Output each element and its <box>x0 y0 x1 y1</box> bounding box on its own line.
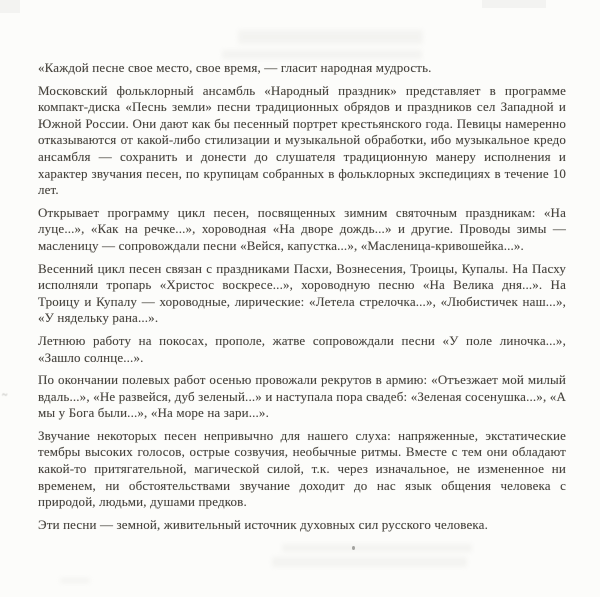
liner-notes-text <box>38 60 566 539</box>
left-edge-mark: ~ <box>2 390 8 401</box>
paragraph-sound-character: Звучание некоторых песен непривычно для нашего слуха: напряженные, экстатические тембры высоких голосов, острые созвучия, необычные ритмы. Вместе с тем они обладают какой-то притягательной, магической силой, т.к. через изначальное, не измененное ни временем, ни обстоятельствами звучание доходит до нас язык общения человека с природой, людьми, душами предков. <box>38 427 566 510</box>
paragraph-summer-work: Летнюю работу на покосах, прополе, жатве сопровождали песни «У поле линочка...», «Зашло солнце...». <box>38 332 566 365</box>
paragraph-spring-cycle: Весенний цикл песен связан с праздниками Пасхи, Вознесения, Троицы, Купалы. На Пасху исполняли тропарь «Христос воскресе...», хороводную песню «На Велика дня...». На Троицу и Купалу — хороводные, лирические: «Летела стрелочка...», «Любистичек наш...», «У нядельку рана...». <box>38 260 566 326</box>
paragraph-autumn-recruits: По окончании полевых работ осенью провожали рекрутов в армию: «Отъезжает мой милый вдаль...», «Не развейся, дуб зеленый...» и наступала пора свадеб: «Зеленая сосенушка...», «А мы у Бога были...», «На море на зари...». <box>38 372 566 421</box>
paragraph-winter-cycle: Открывает программу цикл песен, посвященных зимним святочным праздникам: «На луце...», «Как на речке...», хороводная «На дворе дождь...» и другие. Проводы зимы — масленицу — сопровождали песни «Вейся, капустка...», «Масленица-кривошейка...». <box>38 204 566 253</box>
paragraph-closing: Эти песни — земной, живительный источник духовных сил русского человека. <box>38 516 488 532</box>
corner-shade-top-left <box>0 0 20 13</box>
paragraph-opening-quote: «Каждой песне свое место, свое время, — гласит народная мудрость. <box>38 60 432 75</box>
bleedthrough-text-bottom <box>272 557 467 567</box>
scan-smudge <box>60 578 90 583</box>
corner-shade-top-right <box>482 0 546 8</box>
bleedthrough-text-bottom <box>282 544 472 552</box>
bleedthrough-text-top <box>238 30 423 44</box>
bleedthrough-text-top <box>222 50 422 59</box>
ink-speck <box>352 546 355 550</box>
paragraph-ensemble-intro: Московский фольклорный ансамбль «Народный праздник» представляет в программе компакт-диска «Песнь земли» песни традиционных обрядов и праздников сел Западной и Южной России. Они дают как бы песенный портрет крестьянского года. Певицы намеренно отказываются от какой-либо стилизации и музыкальной обработки, ибо музыкальное кредо ансамбля — сохранить и донести до слушателя традиционную манеру исполнения и характер звучания песен, по крупицам собранных в фольклорных экспедициях в течение 10 лет. <box>38 82 566 198</box>
